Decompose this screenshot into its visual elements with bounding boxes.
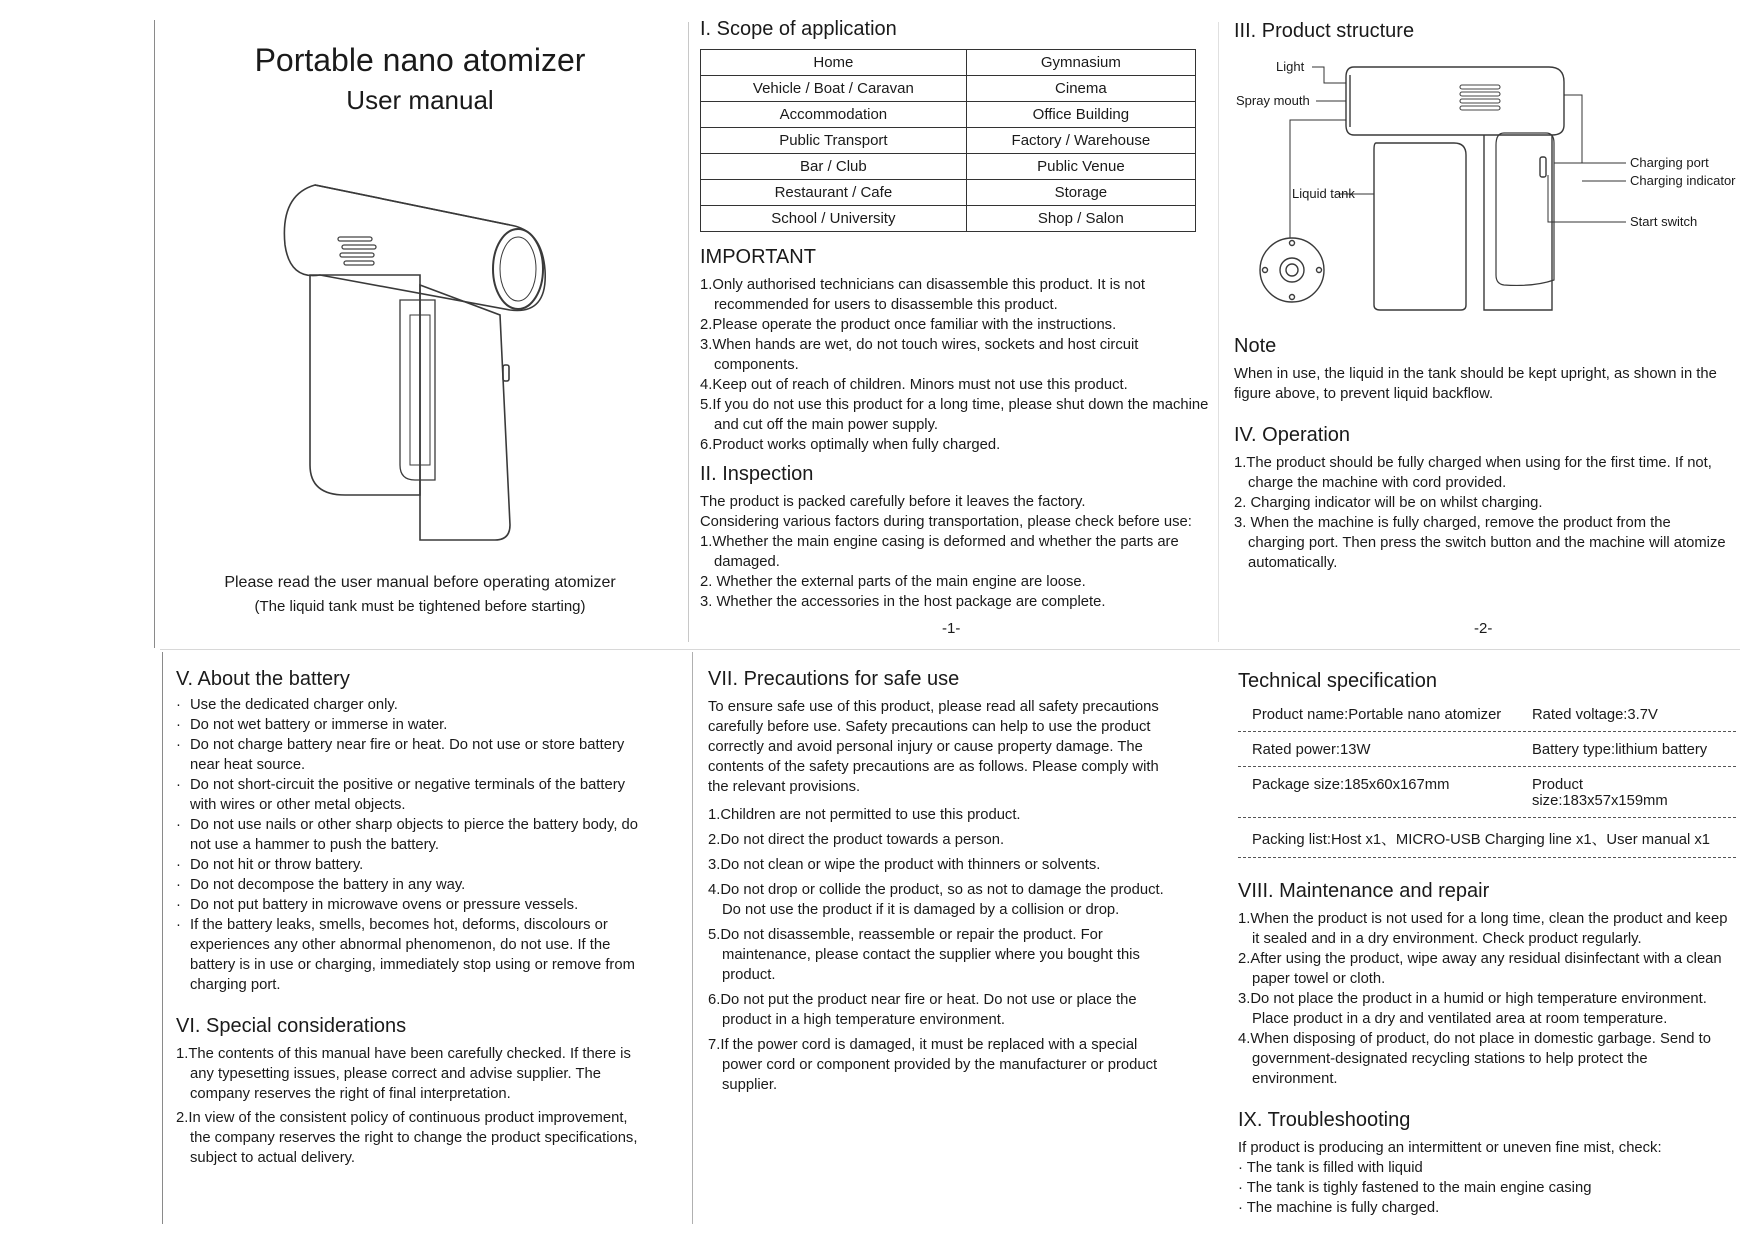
panel-spec (1238, 670, 1736, 1218)
important-item: 5.If you do not use this product for a long time, please shut down the machine and cut off the main power supply. (700, 397, 1209, 433)
scope-heading: I. Scope of application (700, 18, 897, 40)
special-heading: VI. Special considerations (176, 1015, 407, 1037)
operation-item: 2. Charging indicator will be on whilst charging. (1234, 495, 1543, 511)
cover-panel (170, 42, 670, 116)
column-divider-2 (1218, 22, 1219, 642)
page-number-2: -2- (1474, 620, 1493, 637)
inspection-heading: II. Inspection (700, 463, 814, 485)
scope-cell: Shop / Salon (966, 206, 1195, 232)
maintenance-item: 3.Do not place the product in a humid or high temperature environment. Place product in a dry and ventilated area at room temperature. (1238, 991, 1707, 1027)
scope-row (701, 128, 1196, 154)
precaution-item: 3.Do not clean or wipe the product with thinners or solvents. (708, 857, 1101, 873)
scope-row (701, 180, 1196, 206)
left-border-line-lower (162, 652, 163, 1224)
scope-cell: Factory / Warehouse (966, 128, 1195, 154)
scope-cell: Gymnasium (966, 50, 1195, 76)
important-item: 4.Keep out of reach of children. Minors must not use this product. (700, 377, 1128, 393)
scope-row (701, 76, 1196, 102)
battery-item: · Do not hit or throw battery. (176, 855, 651, 875)
label-start-switch: Start switch (1630, 214, 1698, 229)
atomizer-illustration (270, 165, 570, 545)
cover-notice (170, 574, 670, 615)
scope-row (701, 102, 1196, 128)
structure-heading: III. Product structure (1234, 20, 1415, 42)
important-item: 3.When hands are wet, do not touch wires, sockets and host circuit components. (700, 337, 1139, 373)
scope-cell: Vehicle / Boat / Caravan (701, 76, 967, 102)
operation-list (1234, 453, 1730, 573)
scope-cell: Restaurant / Cafe (701, 180, 967, 206)
operation-heading: IV. Operation (1234, 424, 1351, 446)
panel-page-2-text (1234, 335, 1730, 573)
inspection-list (700, 532, 1210, 612)
notice-text: Please read the user manual before operating atomizer (224, 574, 616, 591)
special-item: 1.The contents of this manual have been carefully checked. If there is any typesetting issues, please correct and advise supplier. The company reserves the right of final interpretation. (176, 1046, 631, 1102)
battery-list (176, 695, 651, 995)
troubleshooting-heading: IX. Troubleshooting (1238, 1109, 1411, 1131)
label-spray-mouth: Spray mouth (1236, 93, 1310, 108)
spec-heading: Technical specification (1238, 670, 1437, 692)
page-number-1: -1- (942, 620, 961, 637)
maintenance-item: 1.When the product is not used for a long time, clean the product and keep it sealed and in a dry environment. Check product regularly. (1238, 911, 1728, 947)
maintenance-list (1238, 909, 1736, 1089)
label-charging-port: Charging port (1630, 155, 1709, 170)
scope-cell: Public Venue (966, 154, 1195, 180)
maintenance-item: 4.When disposing of product, do not place in domestic garbage. Send to government-designated recycling stations to help protect the environment. (1238, 1031, 1711, 1087)
precautions-heading: VII. Precautions for safe use (708, 668, 960, 690)
inspection-item: 1.Whether the main engine casing is deformed and whether the parts are damaged. (700, 534, 1179, 570)
battery-item: · Do not put battery in microwave ovens or pressure vessels. (176, 895, 651, 915)
troubleshooting-intro: If product is producing an intermittent or uneven fine mist, check: (1238, 1140, 1662, 1156)
precautions-list (708, 805, 1174, 1095)
precaution-item: 2.Do not direct the product towards a person. (708, 832, 1005, 848)
troubleshooting-item: · The tank is filled with liquid (1238, 1160, 1423, 1176)
maintenance-heading: VIII. Maintenance and repair (1238, 880, 1490, 902)
scope-row (701, 154, 1196, 180)
operation-item: 3. When the machine is fully charged, remove the product from the charging port. Then press the switch button and the machine will atomize automatically. (1234, 515, 1726, 571)
scope-cell: Public Transport (701, 128, 967, 154)
label-charging-indicator: Charging indicator (1630, 173, 1736, 188)
troubleshooting-item: · The machine is fully charged. (1238, 1200, 1440, 1216)
note-text: When in use, the liquid in the tank should be kept upright, as shown in the figure above, to prevent liquid backflow. (1234, 366, 1717, 402)
spec-cell: Rated power:13W (1252, 742, 1371, 758)
spec-cell: Packing list:Host x1、MICRO-USB Charging line x1、User manual x1 (1252, 832, 1711, 848)
scope-cell: Storage (966, 180, 1195, 206)
battery-item: · Do not decompose the battery in any way. (176, 875, 651, 895)
battery-heading: V. About the battery (176, 668, 350, 690)
special-item: 2.In view of the consistent policy of continuous product improvement, the company reserves the right to change the product specifications, subject to actual delivery. (176, 1110, 638, 1166)
battery-item: · Use the dedicated charger only. (176, 695, 651, 715)
spec-cell: Product name:Portable nano atomizer (1252, 707, 1502, 723)
spec-table (1238, 697, 1736, 858)
important-item: 6.Product works optimally when fully charged. (700, 437, 1001, 453)
battery-item: · Do not short-circuit the positive or negative terminals of the battery with wires or other metal objects. (176, 775, 651, 815)
panel-precautions (708, 668, 1174, 1095)
note-heading: Note (1234, 335, 1277, 357)
important-list (700, 275, 1210, 455)
left-border-line (154, 20, 155, 648)
battery-item: · Do not use nails or other sharp objects to pierce the battery body, do not use a hammer to push the battery. (176, 815, 651, 855)
spec-cell: Rated voltage:3.7V (1532, 707, 1658, 723)
spec-row (1238, 818, 1736, 858)
scope-cell: Office Building (966, 102, 1195, 128)
battery-item: · Do not wet battery or immerse in water. (176, 715, 651, 735)
inspection-item: 2. Whether the external parts of the main engine are loose. (700, 574, 1086, 590)
scope-cell: Cinema (966, 76, 1195, 102)
spec-row (1238, 697, 1736, 732)
spec-row (1238, 767, 1736, 818)
spec-cell: Product size:183x57x159mm (1532, 777, 1668, 809)
troubleshooting-list (1238, 1158, 1736, 1218)
fold-line (160, 649, 1740, 650)
scope-row (701, 50, 1196, 76)
important-heading: IMPORTANT (700, 246, 816, 268)
precaution-item: 7.If the power cord is damaged, it must be replaced with a special power cord or component provided by the manufacturer or product supplier. (708, 1037, 1158, 1093)
inspection-intro-1: The product is packed carefully before it leaves the factory. (700, 494, 1086, 510)
panel-battery (176, 668, 651, 1168)
notice-subtext: (The liquid tank must be tightened before starting) (254, 598, 586, 615)
special-list (176, 1044, 651, 1168)
vent-grill-icon (338, 237, 376, 265)
maintenance-item: 2.After using the product, wipe away any residual disinfectant with a clean paper towel or cloth. (1238, 951, 1722, 987)
precaution-item: 5.Do not disassemble, reassemble or repair the product. For maintenance, please contact the supplier where you bought this product. (708, 927, 1140, 983)
scope-cell: School / University (701, 206, 967, 232)
structure-diagram (1234, 55, 1744, 325)
precaution-item: 4.Do not drop or collide the product, so as not to damage the product. Do not use the product if it is damaged by a collision or drop. (708, 882, 1164, 918)
troubleshooting-item: · The tank is tighly fastened to the main engine casing (1238, 1180, 1592, 1196)
battery-item: · Do not charge battery near fire or heat. Do not use or store battery near heat source. (176, 735, 651, 775)
vent-grill-icon (1460, 85, 1500, 110)
precaution-item: 6.Do not put the product near fire or heat. Do not use or place the product in a high temperature environment. (708, 992, 1137, 1028)
battery-item: · If the battery leaks, smells, becomes hot, deforms, discolours or experiences any other abnormal phenomenon, do not use. If the battery is in use or charging, immediately stop using or remove from charging port. (176, 915, 651, 995)
scope-cell: Accommodation (701, 102, 967, 128)
label-liquid-tank: Liquid tank (1292, 186, 1355, 201)
spec-row (1238, 732, 1736, 767)
column-divider-lower (692, 652, 693, 1224)
spec-cell: Package size:185x60x167mm (1252, 777, 1450, 793)
panel-page-1 (700, 18, 1210, 612)
scope-table (700, 49, 1196, 232)
scope-row (701, 206, 1196, 232)
panel-page-2 (1234, 20, 1734, 49)
spec-cell: Battery type:lithium battery (1532, 742, 1708, 758)
manual-title: Portable nano atomizer (254, 42, 586, 78)
important-item: 2.Please operate the product once familiar with the instructions. (700, 317, 1117, 333)
scope-cell: Home (701, 50, 967, 76)
precautions-intro: To ensure safe use of this product, please read all safety precautions carefully before use. Safety precautions can help to use the product correctly and avoid personal injury or cause property damage. The contents of the safety precautions are as follows. Please comply with the relevant provisions. (708, 699, 1159, 795)
label-light: Light (1276, 59, 1305, 74)
scope-cell: Bar / Club (701, 154, 967, 180)
inspection-item: 3. Whether the accessories in the host package are complete. (700, 594, 1106, 610)
manual-subtitle: User manual (346, 85, 494, 115)
operation-item: 1.The product should be fully charged when using for the first time. If not, charge the machine with cord provided. (1234, 455, 1712, 491)
precaution-item: 1.Children are not permitted to use this product. (708, 807, 1021, 823)
column-divider (688, 22, 689, 642)
important-item: 1.Only authorised technicians can disassemble this product. It is not recommended for users to disassemble this product. (700, 277, 1145, 313)
inspection-intro-2: Considering various factors during transportation, please check before use: (700, 514, 1192, 530)
